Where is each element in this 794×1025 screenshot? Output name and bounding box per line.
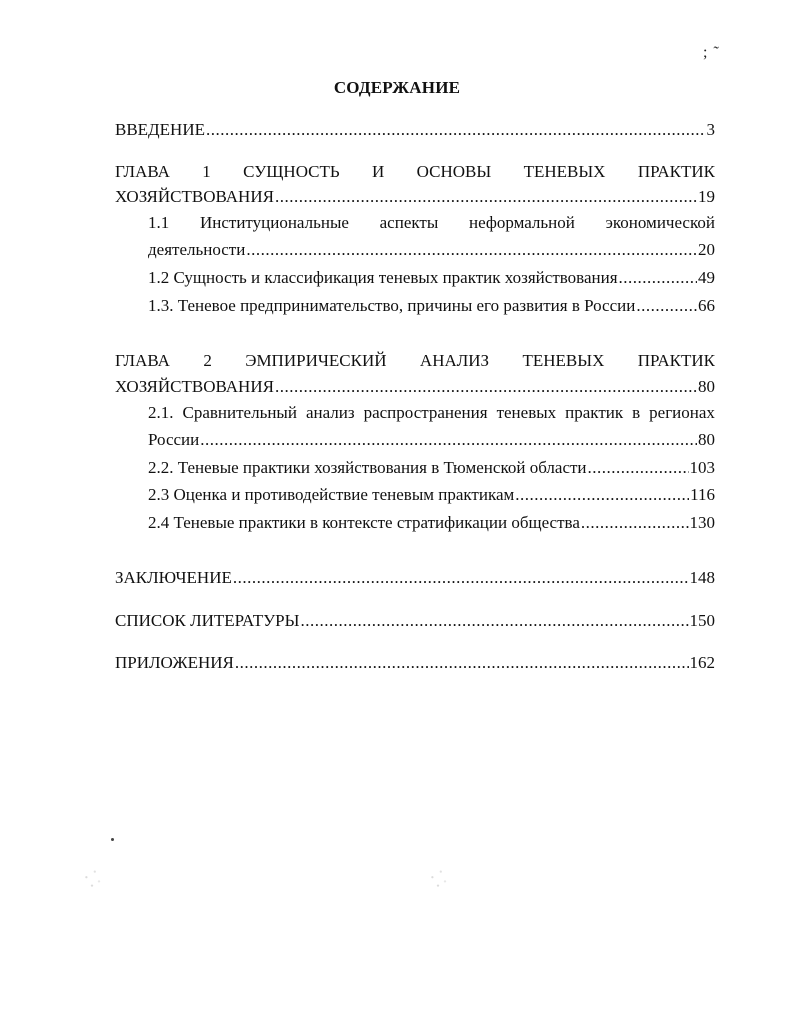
toc-entry-section-1-2 (148, 268, 715, 288)
heading-word: распространения (363, 403, 488, 422)
toc-entry-label: 1.2 Сущность и классификация теневых практик хозяйствования (148, 268, 618, 287)
toc-entry-introduction (115, 120, 715, 140)
heading-word: теневых (496, 403, 557, 422)
toc-page-number: 19 (698, 187, 715, 206)
toc-section-2-1-line (148, 403, 715, 423)
toc-entry-section-2-4 (148, 513, 715, 533)
toc-page-number: 3 (706, 120, 715, 139)
heading-word: Институциональные (199, 213, 349, 232)
scan-noise (424, 866, 452, 894)
toc-page-number: 162 (689, 653, 715, 672)
toc-page-number: 148 (689, 568, 715, 587)
toc-entry-chapter2 (115, 377, 715, 397)
dot-leader (636, 296, 697, 316)
scan-speck (111, 838, 114, 841)
toc-page-number: 80 (698, 377, 715, 396)
heading-word: экономической (605, 213, 715, 232)
toc-entry-section-2-2 (148, 458, 715, 478)
heading-word: в (632, 403, 641, 422)
toc-entry-section-1-3 (148, 296, 715, 316)
heading-word: ГЛАВА (115, 351, 170, 370)
toc-entry-label: ВВЕДЕНИЕ (115, 120, 205, 139)
dot-leader (275, 377, 697, 397)
toc-page-number: 66 (698, 296, 715, 315)
heading-word: СУЩНОСТЬ (243, 162, 340, 181)
toc-entry-label: ПРИЛОЖЕНИЯ (115, 653, 234, 672)
corner-handwritten-mark: ; ˜ (703, 44, 720, 61)
dot-leader (588, 458, 689, 478)
heading-word: 1.1 (148, 213, 170, 232)
toc-entry-label: России (148, 430, 200, 449)
dot-leader (246, 240, 697, 260)
dot-leader (619, 268, 697, 288)
dot-leader (233, 568, 689, 588)
heading-word: И (372, 162, 385, 181)
heading-word: 2 (203, 351, 212, 370)
toc-page-number: 130 (689, 513, 715, 532)
toc-page-number: 49 (698, 268, 715, 287)
heading-word: 1 (202, 162, 211, 181)
scan-noise (78, 866, 106, 894)
page-title: СОДЕРЖАНИЕ (333, 78, 461, 97)
heading-word: ТЕНЕВЫХ (522, 351, 605, 370)
dot-leader (235, 653, 689, 673)
toc-page-number: 20 (698, 240, 715, 259)
toc-chapter2-heading-line (115, 351, 715, 371)
heading-word: ПРАКТИК (637, 162, 715, 181)
toc-entry-label: деятельности (148, 240, 246, 259)
toc-entry-label: ХОЗЯЙСТВОВАНИЯ (115, 187, 274, 206)
toc-page-number: 103 (689, 458, 715, 477)
toc-entry-section-2-3 (148, 485, 715, 505)
heading-word: регионах (649, 403, 715, 422)
heading-word: аспекты (379, 213, 439, 232)
toc-page-number: 116 (690, 485, 715, 504)
dot-leader (300, 611, 688, 631)
heading-word: анализ (305, 403, 355, 422)
toc-entry-section-1-1 (148, 240, 715, 260)
heading-word: ОСНОВЫ (416, 162, 492, 181)
toc-page-number: 80 (698, 430, 715, 449)
toc-entry-chapter1 (115, 187, 715, 207)
toc-entry-references (115, 611, 715, 631)
heading-word: Сравнительный (182, 403, 297, 422)
toc-entry-label: 2.4 Теневые практики в контексте стратификации общества (148, 513, 580, 532)
toc-entry-section-2-1 (148, 430, 715, 450)
toc-entry-label: 2.2. Теневые практики хозяйствования в Тюменской области (148, 458, 587, 477)
toc-section-1-1-line (148, 213, 715, 233)
heading-word: АНАЛИЗ (419, 351, 490, 370)
toc-entry-label: 1.3. Теневое предпринимательство, причины его развития в России (148, 296, 636, 315)
dot-leader (515, 485, 689, 505)
toc-entry-appendices (115, 653, 715, 673)
heading-word: 2.1. (148, 403, 174, 422)
dot-leader (206, 120, 706, 140)
dot-leader (581, 513, 689, 533)
heading-word: практик (565, 403, 624, 422)
heading-word: ЭМПИРИЧЕСКИЙ (245, 351, 387, 370)
toc-entry-label: ЗАКЛЮЧЕНИЕ (115, 568, 232, 587)
heading-word: ГЛАВА (115, 162, 170, 181)
heading-word: ТЕНЕВЫХ (523, 162, 606, 181)
toc-entry-label: ХОЗЯЙСТВОВАНИЯ (115, 377, 274, 396)
dot-leader (275, 187, 697, 207)
toc-page-number: 150 (689, 611, 715, 630)
toc-entry-conclusion (115, 568, 715, 588)
toc-chapter1-heading-line (115, 162, 715, 182)
heading-word: неформальной (468, 213, 575, 232)
toc-entry-label: 2.3 Оценка и противодействие теневым практикам (148, 485, 515, 504)
toc-entry-label: СПИСОК ЛИТЕРАТУРЫ (115, 611, 300, 630)
dot-leader (200, 430, 697, 450)
heading-word: ПРАКТИК (637, 351, 715, 370)
